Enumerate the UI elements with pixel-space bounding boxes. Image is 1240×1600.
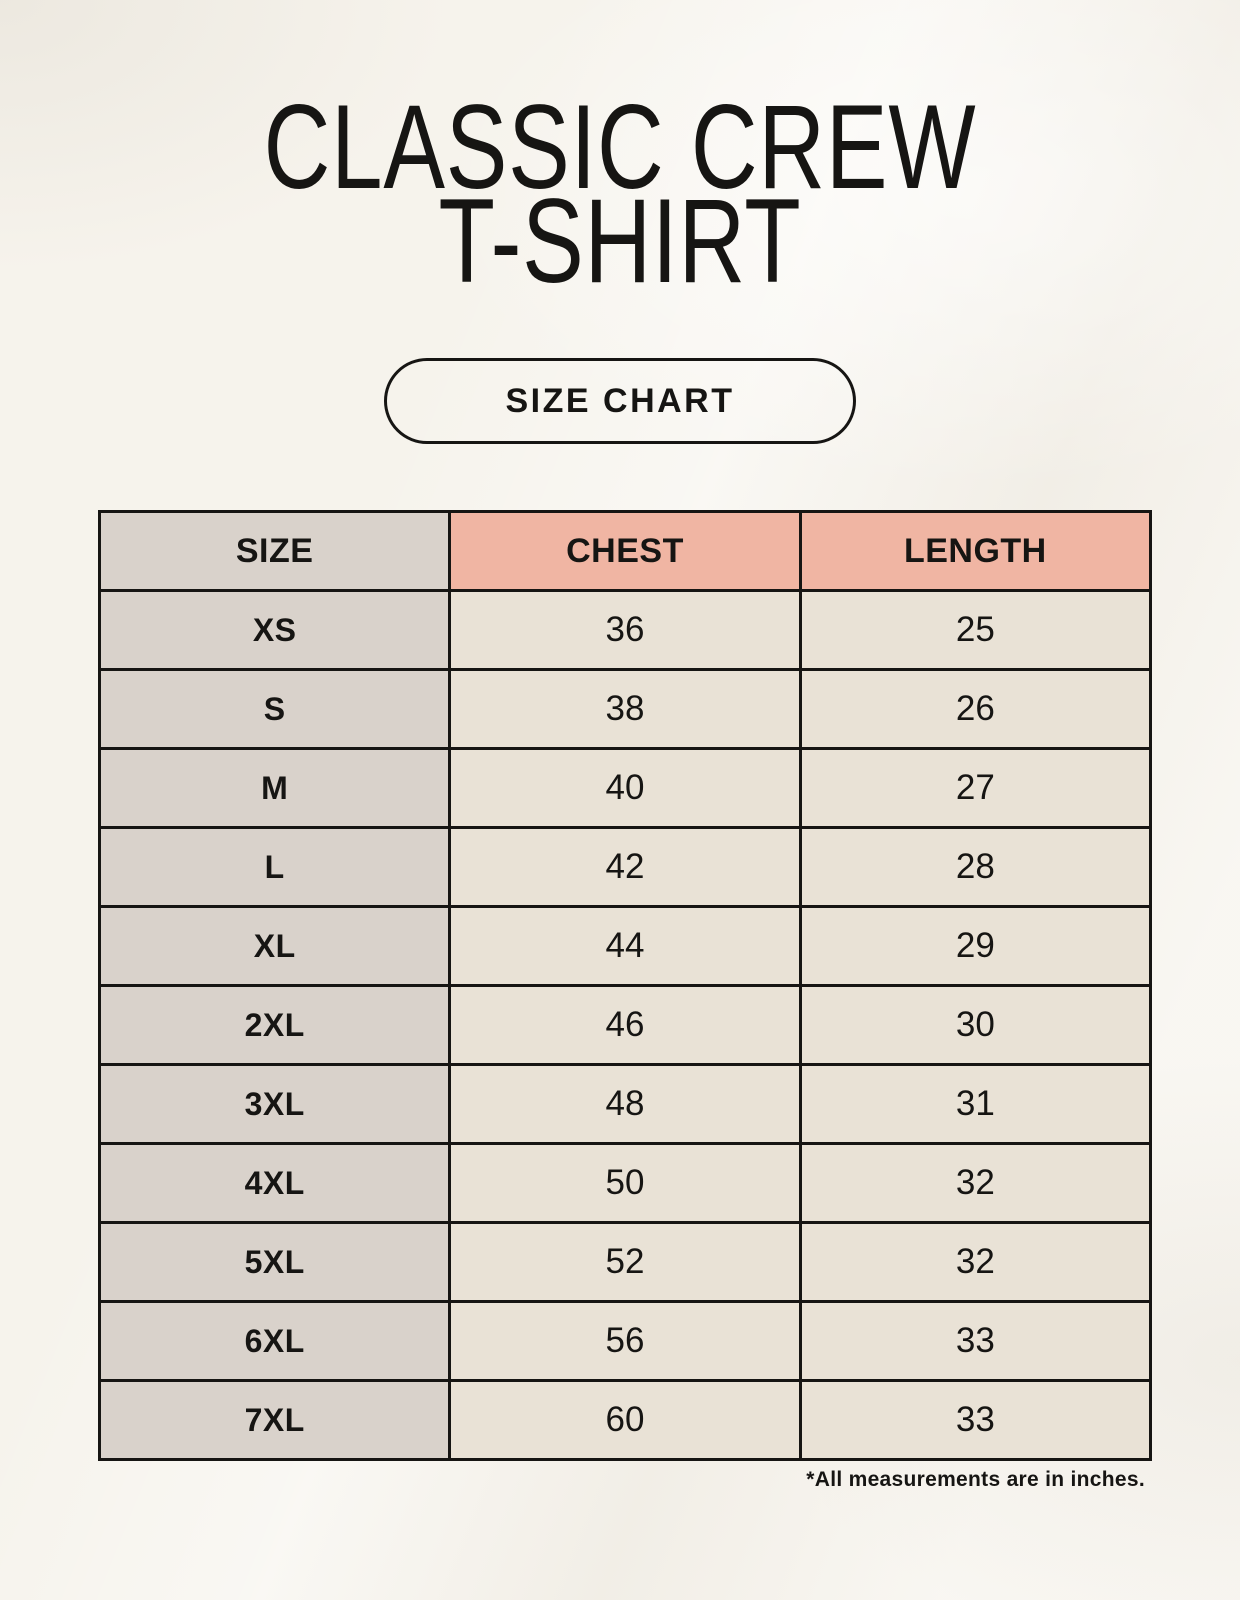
- chest-cell: 52: [450, 1223, 800, 1302]
- length-cell: 33: [800, 1302, 1150, 1381]
- measurements-footnote: *All measurements are in inches.: [806, 1468, 1145, 1491]
- chest-cell: 48: [450, 1065, 800, 1144]
- length-cell: 31: [800, 1065, 1150, 1144]
- length-cell: 27: [800, 749, 1150, 828]
- page-title: [143, 80, 1098, 308]
- length-cell: 33: [800, 1381, 1150, 1460]
- column-header-size: SIZE: [100, 512, 450, 591]
- size-cell: M: [100, 749, 450, 828]
- table-row: [100, 907, 1151, 986]
- table-row: [100, 986, 1151, 1065]
- size-cell: 4XL: [100, 1144, 450, 1223]
- size-cell: 5XL: [100, 1223, 450, 1302]
- size-cell: XS: [100, 591, 450, 670]
- chest-cell: 44: [450, 907, 800, 986]
- table-row: [100, 670, 1151, 749]
- size-cell: 2XL: [100, 986, 450, 1065]
- length-cell: 32: [800, 1144, 1150, 1223]
- size-cell: 7XL: [100, 1381, 450, 1460]
- table-row: [100, 1223, 1151, 1302]
- length-cell: 26: [800, 670, 1150, 749]
- size-chart-button[interactable]: [384, 358, 856, 444]
- length-cell: 30: [800, 986, 1150, 1065]
- size-cell: L: [100, 828, 450, 907]
- page-title-line-2: T-SHIRT: [438, 174, 802, 308]
- table-row: [100, 1144, 1151, 1223]
- size-cell: 3XL: [100, 1065, 450, 1144]
- size-chart-button-label: SIZE CHART: [505, 381, 735, 420]
- chest-cell: 38: [450, 670, 800, 749]
- length-cell: 28: [800, 828, 1150, 907]
- length-cell: 32: [800, 1223, 1150, 1302]
- chest-cell: 46: [450, 986, 800, 1065]
- table-row: [100, 1065, 1151, 1144]
- table-row: [100, 749, 1151, 828]
- chest-cell: 36: [450, 591, 800, 670]
- size-chart-table: [98, 510, 1152, 1461]
- length-cell: 29: [800, 907, 1150, 986]
- size-cell: 6XL: [100, 1302, 450, 1381]
- chest-cell: 50: [450, 1144, 800, 1223]
- chest-cell: 56: [450, 1302, 800, 1381]
- table-row: [100, 591, 1151, 670]
- column-header-chest: CHEST: [450, 512, 800, 591]
- table-row: [100, 1381, 1151, 1460]
- column-header-length: LENGTH: [800, 512, 1150, 591]
- page-title-line-1: CLASSIC CREW: [263, 80, 977, 214]
- chest-cell: 60: [450, 1381, 800, 1460]
- header-row: [100, 512, 1151, 591]
- table-row: [100, 1302, 1151, 1381]
- size-cell: XL: [100, 907, 450, 986]
- size-cell: S: [100, 670, 450, 749]
- table-row: [100, 828, 1151, 907]
- length-cell: 25: [800, 591, 1150, 670]
- chest-cell: 42: [450, 828, 800, 907]
- chest-cell: 40: [450, 749, 800, 828]
